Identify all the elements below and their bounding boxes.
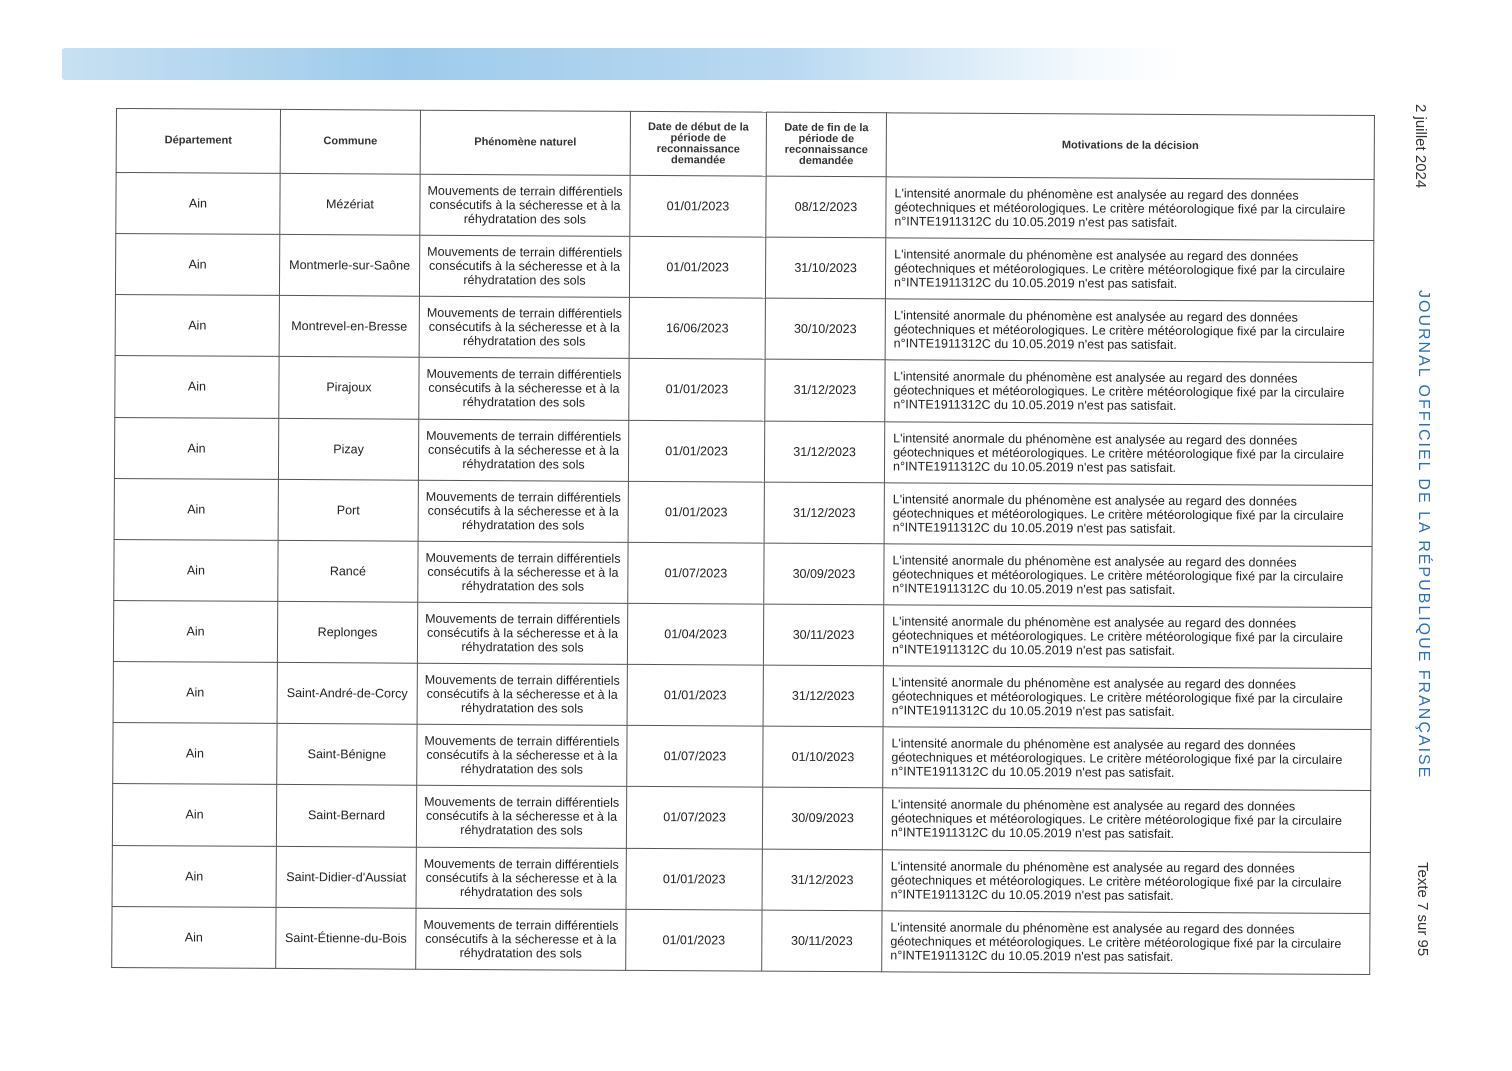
cell-date-fin: 30/09/2023 bbox=[764, 543, 884, 605]
cell-date-debut: 01/01/2023 bbox=[626, 909, 762, 971]
cell-date-debut: 01/04/2023 bbox=[627, 603, 763, 665]
cell-motivation: L'intensité anormale du phénomène est analysée au regard des données géotechniques et météorologiques. Le critère météorologique fixé par la circulaire n°INTE1911312C du 10.05.2019 n'est pas satisfait. bbox=[882, 849, 1370, 913]
cell-date-debut: 01/01/2023 bbox=[626, 848, 762, 910]
cell-motivation: L'intensité anormale du phénomène est analysée au regard des données géotechniques et météorologiques. Le critère météorologique fixé par la circulaire n°INTE1911312C du 10.05.2019 n'est pas satisfait. bbox=[882, 788, 1370, 852]
cell-date-fin: 31/12/2023 bbox=[762, 849, 882, 911]
table-row bbox=[112, 906, 1370, 974]
cell-phenomene: Mouvements de terrain différentiels consécutifs à la sécheresse et à la réhydratation des sols bbox=[418, 541, 628, 603]
table-row bbox=[113, 662, 1371, 730]
cell-date-fin: 30/11/2023 bbox=[763, 604, 883, 666]
cell-date-fin: 31/10/2023 bbox=[765, 237, 885, 299]
cell-phenomene: Mouvements de terrain différentiels consécutifs à la sécheresse et à la réhydratation des sols bbox=[416, 908, 626, 970]
table-row bbox=[113, 600, 1371, 668]
col-header-departement: Département bbox=[116, 109, 280, 174]
cell-departement: Ain bbox=[114, 417, 278, 479]
cell-motivation: L'intensité anormale du phénomène est analysée au regard des données géotechniques et météorologiques. Le critère météorologique fixé par la circulaire n°INTE1911312C du 10.05.2019 n'est pas satisfait. bbox=[885, 238, 1373, 302]
cell-departement: Ain bbox=[112, 784, 276, 846]
cell-departement: Ain bbox=[114, 478, 278, 540]
col-header-phenomene: Phénomène naturel bbox=[420, 110, 630, 175]
cell-date-debut: 01/07/2023 bbox=[626, 787, 762, 849]
cell-phenomene: Mouvements de terrain différentiels consécutifs à la sécheresse et à la réhydratation des sols bbox=[419, 235, 629, 297]
cell-departement: Ain bbox=[115, 295, 279, 357]
cell-commune: Saint-Bernard bbox=[276, 785, 416, 847]
cell-commune: Pirajoux bbox=[279, 357, 419, 419]
cell-commune: Mézériat bbox=[280, 173, 420, 235]
table-row bbox=[112, 845, 1370, 913]
cell-phenomene: Mouvements de terrain différentiels consécutifs à la sécheresse et à la réhydratation des sols bbox=[416, 786, 626, 848]
cell-motivation: L'intensité anormale du phénomène est analysée au regard des données géotechniques et météorologiques. Le critère météorologique fixé par la circulaire n°INTE1911312C du 10.05.2019 n'est pas satisfait. bbox=[885, 360, 1373, 424]
cell-commune: Rancé bbox=[278, 540, 418, 602]
decision-table bbox=[111, 108, 1375, 975]
cell-motivation: L'intensité anormale du phénomène est analysée au regard des données géotechniques et météorologiques. Le critère météorologique fixé par la circulaire n°INTE1911312C du 10.05.2019 n'est pas satisfait. bbox=[886, 177, 1374, 241]
text-counter: Texte 7 sur 95 bbox=[1414, 862, 1431, 957]
cell-date-debut: 01/01/2023 bbox=[629, 237, 765, 299]
cell-departement: Ain bbox=[115, 234, 279, 296]
cell-date-fin: 31/12/2023 bbox=[764, 482, 884, 544]
table-row bbox=[114, 478, 1372, 546]
cell-phenomene: Mouvements de terrain différentiels consécutifs à la sécheresse et à la réhydratation des sols bbox=[419, 358, 629, 420]
cell-date-debut: 01/01/2023 bbox=[627, 664, 763, 726]
cell-phenomene: Mouvements de terrain différentiels consécutifs à la sécheresse et à la réhydratation des sols bbox=[418, 419, 628, 481]
cell-date-fin: 08/12/2023 bbox=[766, 176, 886, 238]
cell-phenomene: Mouvements de terrain différentiels consécutifs à la sécheresse et à la réhydratation des sols bbox=[416, 847, 626, 909]
cell-date-fin: 31/12/2023 bbox=[764, 421, 884, 483]
cell-date-debut: 16/06/2023 bbox=[629, 298, 765, 360]
cell-commune: Montmerle-sur-Saône bbox=[279, 235, 419, 297]
cell-date-fin: 31/12/2023 bbox=[765, 360, 885, 422]
table-row bbox=[113, 723, 1371, 791]
col-header-date-debut: Date de début de la période de reconnaissance demandée bbox=[630, 111, 766, 176]
cell-departement: Ain bbox=[113, 723, 277, 785]
cell-date-debut: 01/01/2023 bbox=[629, 359, 765, 421]
col-header-commune: Commune bbox=[280, 109, 420, 174]
cell-phenomene: Mouvements de terrain différentiels consécutifs à la sécheresse et à la réhydratation des sols bbox=[419, 296, 629, 358]
table-body bbox=[112, 173, 1374, 975]
cell-phenomene: Mouvements de terrain différentiels consécutifs à la sécheresse et à la réhydratation des sols bbox=[417, 602, 627, 664]
cell-date-debut: 01/07/2023 bbox=[627, 726, 763, 788]
cell-motivation: L'intensité anormale du phénomène est analysée au regard des données géotechniques et météorologiques. Le critère météorologique fixé par la circulaire n°INTE1911312C du 10.05.2019 n'est pas satisfait. bbox=[883, 666, 1371, 730]
cell-commune: Port bbox=[278, 479, 418, 541]
cell-commune: Saint-André-de-Corcy bbox=[277, 663, 417, 725]
cell-phenomene: Mouvements de terrain différentiels consécutifs à la sécheresse et à la réhydratation des sols bbox=[417, 724, 627, 786]
cell-date-fin: 30/10/2023 bbox=[765, 298, 885, 360]
cell-departement: Ain bbox=[115, 356, 279, 418]
table-row bbox=[112, 784, 1370, 852]
cell-commune: Saint-Bénigne bbox=[277, 724, 417, 786]
cell-motivation: L'intensité anormale du phénomène est analysée au regard des données géotechniques et météorologiques. Le critère météorologique fixé par la circulaire n°INTE1911312C du 10.05.2019 n'est pas satisfait. bbox=[884, 483, 1372, 547]
cell-date-debut: 01/01/2023 bbox=[630, 175, 766, 237]
cell-date-fin: 01/10/2023 bbox=[763, 726, 883, 788]
table-row bbox=[114, 539, 1372, 607]
cell-departement: Ain bbox=[112, 906, 276, 968]
col-header-motivations: Motivations de la décision bbox=[886, 113, 1374, 180]
cell-commune: Saint-Étienne-du-Bois bbox=[276, 907, 416, 969]
cell-phenomene: Mouvements de terrain différentiels consécutifs à la sécheresse et à la réhydratation des sols bbox=[417, 663, 627, 725]
header-row bbox=[116, 109, 1374, 180]
cell-commune: Saint-Didier-d'Aussiat bbox=[276, 846, 416, 908]
cell-motivation: L'intensité anormale du phénomène est analysée au regard des données géotechniques et météorologiques. Le critère météorologique fixé par la circulaire n°INTE1911312C du 10.05.2019 n'est pas satisfait. bbox=[885, 299, 1373, 363]
table-row bbox=[116, 173, 1374, 241]
cell-departement: Ain bbox=[116, 173, 280, 235]
table-row bbox=[115, 356, 1373, 424]
cell-departement: Ain bbox=[113, 600, 277, 662]
cell-motivation: L'intensité anormale du phénomène est analysée au regard des données géotechniques et météorologiques. Le critère météorologique fixé par la circulaire n°INTE1911312C du 10.05.2019 n'est pas satisfait. bbox=[883, 727, 1371, 791]
cell-departement: Ain bbox=[114, 539, 278, 601]
cell-motivation: L'intensité anormale du phénomène est analysée au regard des données géotechniques et météorologiques. Le critère météorologique fixé par la circulaire n°INTE1911312C du 10.05.2019 n'est pas satisfait. bbox=[882, 910, 1370, 974]
cell-date-fin: 31/12/2023 bbox=[763, 665, 883, 727]
journal-title: JOURNAL OFFICIEL DE LA RÉPUBLIQUE FRANÇAISE bbox=[1415, 290, 1432, 780]
cell-motivation: L'intensité anormale du phénomène est analysée au regard des données géotechniques et météorologiques. Le critère météorologique fixé par la circulaire n°INTE1911312C du 10.05.2019 n'est pas satisfait. bbox=[883, 605, 1371, 669]
cell-date-debut: 01/01/2023 bbox=[628, 481, 764, 543]
cell-date-fin: 30/09/2023 bbox=[762, 788, 882, 850]
cell-commune: Montrevel-en-Bresse bbox=[279, 296, 419, 358]
cell-commune: Replonges bbox=[277, 601, 417, 663]
cell-departement: Ain bbox=[112, 845, 276, 907]
cell-phenomene: Mouvements de terrain différentiels consécutifs à la sécheresse et à la réhydratation des sols bbox=[418, 480, 628, 542]
table-row bbox=[115, 234, 1373, 302]
cell-date-debut: 01/01/2023 bbox=[628, 420, 764, 482]
cell-motivation: L'intensité anormale du phénomène est analysée au regard des données géotechniques et météorologiques. Le critère météorologique fixé par la circulaire n°INTE1911312C du 10.05.2019 n'est pas satisfait. bbox=[884, 544, 1372, 608]
table-row bbox=[114, 417, 1372, 485]
cell-date-debut: 01/07/2023 bbox=[628, 542, 764, 604]
header-banner bbox=[62, 48, 1182, 80]
col-header-date-fin: Date de fin de la période de reconnaissance demandée bbox=[766, 112, 886, 177]
publication-date: 2 juillet 2024 bbox=[1412, 104, 1429, 189]
cell-phenomene: Mouvements de terrain différentiels consécutifs à la sécheresse et à la réhydratation des sols bbox=[420, 174, 630, 236]
table-row bbox=[115, 295, 1373, 363]
cell-commune: Pizay bbox=[278, 418, 418, 480]
cell-departement: Ain bbox=[113, 662, 277, 724]
cell-date-fin: 30/11/2023 bbox=[762, 910, 882, 972]
cell-motivation: L'intensité anormale du phénomène est analysée au regard des données géotechniques et météorologiques. Le critère météorologique fixé par la circulaire n°INTE1911312C du 10.05.2019 n'est pas satisfait. bbox=[884, 421, 1372, 485]
